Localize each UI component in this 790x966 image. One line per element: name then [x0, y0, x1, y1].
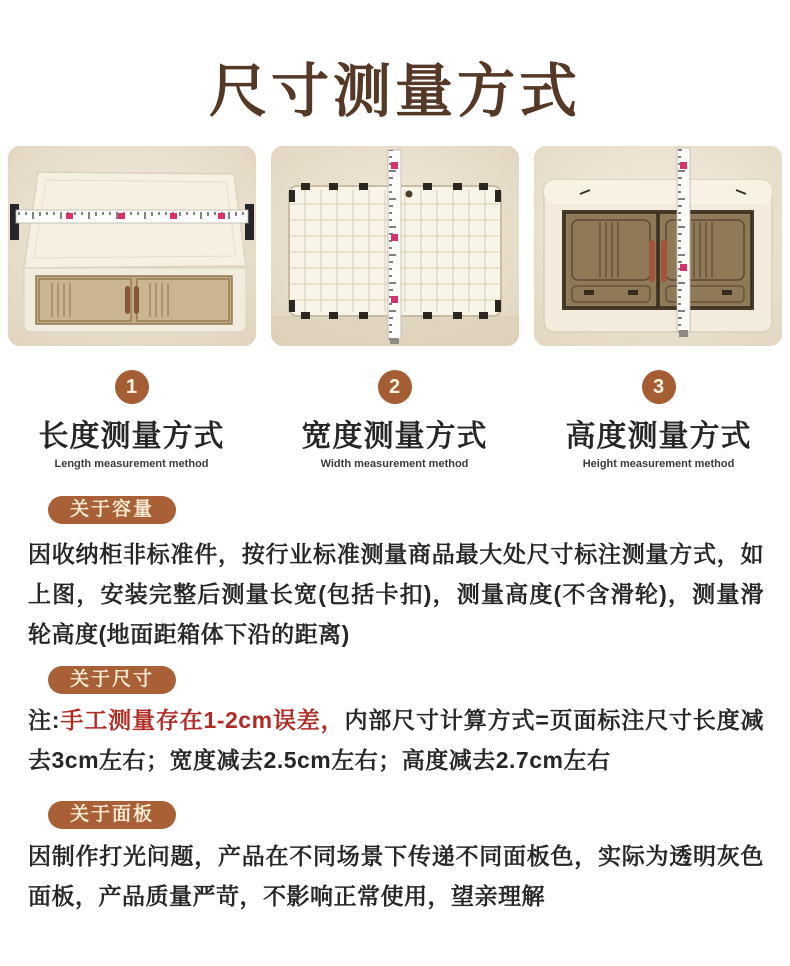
right-door [659, 213, 751, 307]
length-measurement-photo [8, 146, 256, 346]
step-width [263, 370, 526, 470]
step-label-en: Length measurement method [54, 458, 209, 470]
storage-box-front-view [544, 180, 772, 332]
storage-box-height-illustration [534, 146, 782, 346]
step-length [0, 370, 263, 470]
step-number-badge: 2 [378, 370, 412, 404]
step-number-badge: 1 [115, 370, 149, 404]
size-note-rest: 内部尺寸计算方式=页面标注尺寸长度减去3cm左右；宽度减去2.5cm左右；高度减去2.7cm左右 [28, 707, 765, 773]
tape-measure-vertical [388, 150, 401, 344]
storage-box-top-view [24, 172, 246, 332]
step-label-en: Height measurement method [582, 458, 735, 470]
size-badge: 关于尺寸 [48, 666, 176, 694]
size-note-prefix: 注: [28, 707, 61, 733]
left-door [565, 213, 657, 307]
step-label: 长度测量方式 [38, 420, 225, 453]
step-label: 宽度测量方式 [301, 420, 488, 453]
capacity-text: 因收纳柜非标准件，按行业标准测量商品最大处尺寸标注测量方式，如上图，安装完整后测量长宽(包括卡扣)，测量高度(不含滑轮)，测量滑轮高度(地面距箱体下沿的距离) [28, 541, 764, 647]
storage-box-length-illustration [8, 146, 256, 346]
panel-badge: 关于面板 [48, 801, 176, 829]
size-text [28, 700, 764, 780]
lid-panel-width-illustration [271, 146, 519, 346]
step-label-en: Width measurement method [320, 458, 469, 470]
step-label: 高度测量方式 [565, 420, 752, 453]
step-number-badge: 3 [642, 370, 676, 404]
tape-measure-vertical [677, 148, 690, 337]
panel-text: 因制作打光问题，产品在不同场景下传递不同面板色，实际为透明灰色面板，产品质量严苛，不影响正常使用，望亲理解 [28, 843, 764, 909]
width-measurement-photo [271, 146, 519, 346]
step-height [527, 370, 790, 470]
capacity-badge: 关于容量 [48, 496, 176, 524]
height-measurement-photo [534, 146, 782, 346]
size-note-warning: 手工测量存在1-2cm误差， [60, 707, 345, 733]
page-title: 尺寸测量方式 [208, 59, 581, 124]
